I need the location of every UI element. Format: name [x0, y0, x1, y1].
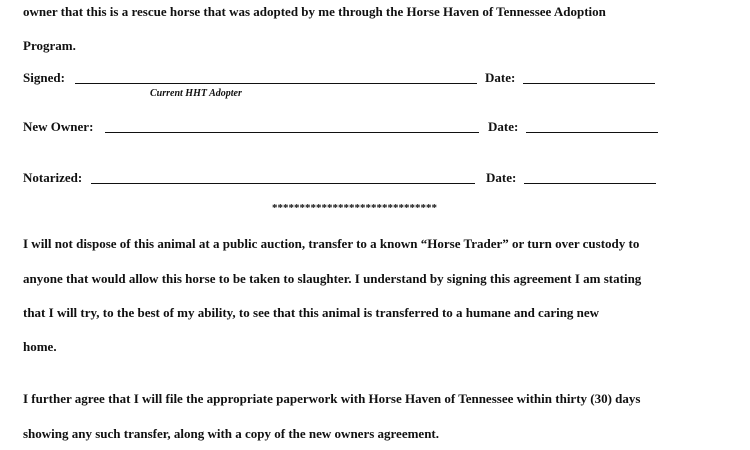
asterisk-separator: ****************************** — [272, 202, 437, 214]
intro-line-1: owner that this is a rescue horse that was adopted by me through the Horse Haven of Tennessee Adoption — [23, 4, 606, 19]
signed-caption: Current HHT Adopter — [150, 88, 242, 99]
new-owner-row — [23, 119, 723, 135]
notarized-row — [23, 170, 723, 186]
paragraph2-line-1: I further agree that I will file the appropriate paperwork with Horse Haven of Tennessee within thirty (30) days — [23, 391, 641, 406]
paragraph1-line-2: anyone that would allow this horse to be taken to slaughter. I understand by signing this agreement I am stating — [23, 271, 642, 286]
signed-label: Signed: — [23, 70, 65, 85]
signed-date-label: Date: — [485, 70, 516, 85]
paragraph1-line-1: I will not dispose of this animal at a public auction, transfer to a known “Horse Trader” or turn over custody to — [23, 236, 640, 251]
new-owner-date-label: Date: — [488, 119, 519, 134]
notarized-label: Notarized: — [23, 170, 83, 185]
new-owner-signature-line[interactable] — [105, 119, 479, 133]
new-owner-date-line[interactable] — [526, 119, 658, 133]
signed-date-line[interactable] — [523, 70, 655, 84]
paragraph1-line-4: home. — [23, 339, 57, 354]
notarized-date-label: Date: — [486, 170, 517, 185]
paragraph2-line-2: showing any such transfer, along with a copy of the new owners agreement. — [23, 426, 439, 441]
signed-row — [23, 70, 723, 86]
notarized-signature-line[interactable] — [91, 170, 475, 184]
paragraph1-line-3: that I will try, to the best of my ability, to see that this animal is transferred to a humane and caring new — [23, 305, 600, 320]
notarized-date-line[interactable] — [524, 170, 656, 184]
signed-signature-line[interactable] — [75, 70, 477, 84]
new-owner-label: New Owner: — [23, 119, 94, 134]
intro-line-2: Program. — [23, 38, 76, 53]
